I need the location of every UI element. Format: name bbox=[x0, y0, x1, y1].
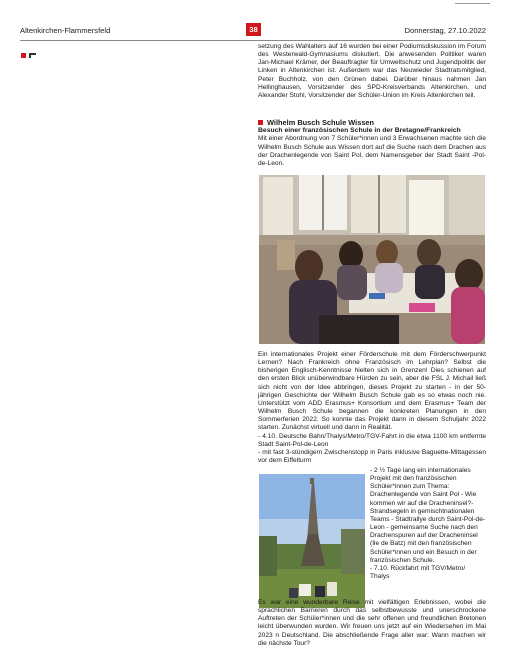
itinerary-item-4: - 7.10. Rückfahrt mit TGV/Metro/ Thalys bbox=[370, 564, 466, 581]
continuation-paragraph: setzung des Wahlalters auf 16 wurden bei einer Podiumsdiskussion im Forum des Westerwald-Gymnasiums diskutiert. Die anwesenden Politiker waren Jan-Michael Krämer, der Beauftragter für Umweltschutz und Jugendpolitik der Linken in Altenkirchen ist. Außerdem war das Neuwieder Stadtratsmitglied, Peter Buchholz, von den Grünen dabei. Darüber hinaus nahmen Jan Hellinghausen, Vorsitzender des SPD-Kreisverbands Altenkirchen, und Alexander Stohl, Vorsitzender der Schüler-Union im Kreis Altenkirchen teil. bbox=[258, 43, 486, 99]
article-continuation bbox=[258, 43, 486, 100]
red-square-icon bbox=[258, 120, 263, 125]
top-rule bbox=[455, 3, 490, 4]
itinerary-sidebar bbox=[370, 467, 486, 581]
article-closing bbox=[258, 599, 486, 648]
article-title-text: Wilhelm Busch Schule Wissen bbox=[267, 118, 375, 127]
eiffel-tower-photo bbox=[259, 474, 365, 608]
article-intro: Mit einer Abordnung von 7 Schüler*innen und 3 Erwachsenen machte sich die Wilhelm Busch Schule aus Wissen dort auf die Suche nach dem Drachen aus der Drachenlegende von Saint Pol, dem Namensgeber der Stadt Saint -Pol-de-Leon. bbox=[258, 135, 486, 167]
article-title bbox=[258, 118, 486, 127]
red-square-icon bbox=[21, 53, 26, 58]
header-section-name: Altenkirchen-Flammersfeld bbox=[20, 26, 111, 35]
left-column-marker bbox=[21, 47, 36, 65]
article-body bbox=[258, 351, 486, 465]
article-header bbox=[258, 118, 486, 168]
classroom-photo bbox=[259, 175, 485, 344]
corner-mark-icon bbox=[29, 53, 36, 58]
itinerary-item-1: - 4.10. Deutsche Bahn/Thalys/Metro/TGV-Fahrt in die etwa 1100 km entfernte Stadt Saint-Pol-de-Leon bbox=[258, 432, 486, 448]
page-number-badge: 38 bbox=[246, 23, 261, 36]
header-date: Donnerstag, 27.10.2022 bbox=[404, 26, 486, 35]
article-subtitle: Besuch einer französischen Schule in der Bretagne/Frankreich bbox=[258, 127, 461, 134]
closing-paragraph: Es war eine wunderbare Reise mit vielfältigen Erlebnissen, wobei die sprachlichen Barrieren durch das selbstbewusste und unerschrockene Auftreten der Schüler*innen und die sehr offenen und freundlichen Bretonen leicht überwunden wurden. Wir freuen uns jetzt auf ein Wiedersehen im Mai 2023 n Deutschland. Die abschließende Frage aller war: Wann machen wir die nächste Tour? bbox=[258, 599, 486, 647]
page-header bbox=[20, 26, 486, 41]
itinerary-item-2: - mit fast 3-stündigem Zwischenstopp in Paris inklusive Baguette-Mittagessen vor dem Eiffelturm bbox=[258, 448, 486, 465]
article-body-paragraph: Ein internationales Projekt einer Förderschule mit dem Förderschwerpunkt Lernen? Nach Frankreich ohne Französisch im Lehrplan? Selbst die bisherigen Englisch-Kenntnisse hielten sich in Grenzen! Dies schienen auf den ersten Blick unüberwindbare Hürden zu sein, aber die FSL J. Michail ließ sich nicht von der Idee abbringen, dieses Projekt zu starten - in der 50-jährigen Geschichte der Wilhelm Busch Schule gab es so etwas noch nie. Unterstützt vom ADD Erasmus+ Konsortium und dem Erasmus+ Team der Wilhelm Busch Schule begannen die konkreten Planungen in den Sommerferien 2022. So konnte das Projekt dann in diesem Schuljahr 2022 starten. Zunächst virtuell und dann in Realität. bbox=[258, 351, 486, 432]
itinerary-item-3: - 2 ½ Tage lang ein internationales Projekt mit den französischen Schüler*innen zum Thema: Drachenlegende von Saint Pol - Wie kommen wir auf die Dracheninsel?- Strandsegeln in gemischtnationalen Teams - Stadtrallye durch Saint-Pol-de-Leon - gemeinsame Suche nach den Drachenspuren auf der Dracheninsel (Ile de Batz) mit den französischen Schüler*innen und ein Besuch in der französischen Schule. bbox=[370, 467, 486, 564]
